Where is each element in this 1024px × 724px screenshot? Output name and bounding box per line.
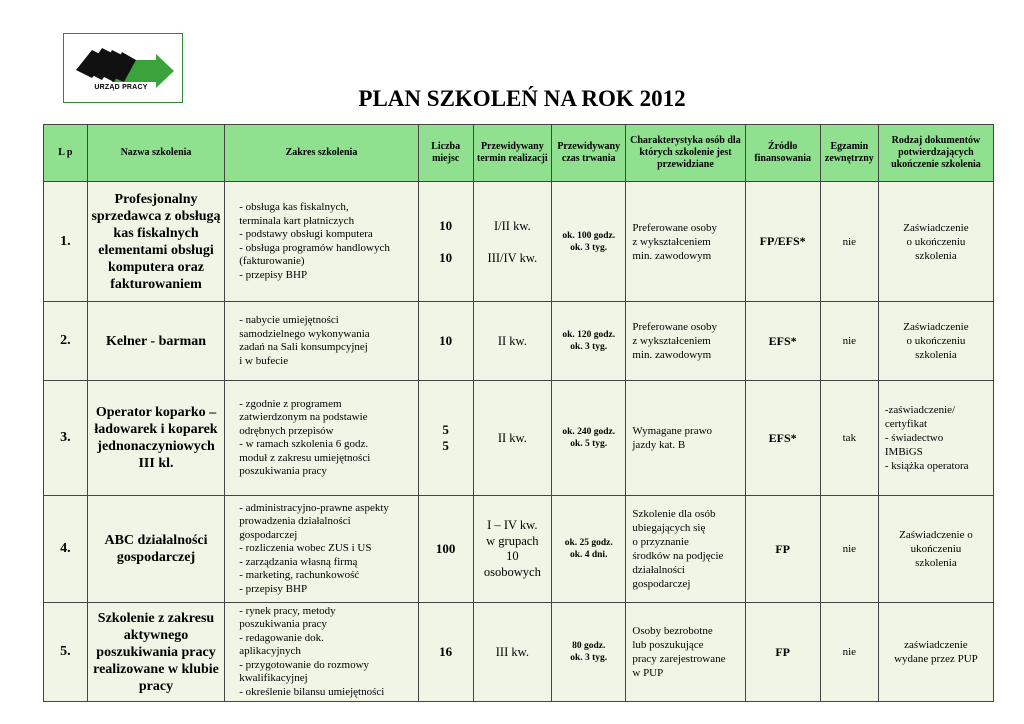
header-egzamin: Egzamin zewnętrzny xyxy=(820,125,878,182)
cell-egzamin: nie xyxy=(820,603,878,702)
cell-lp: 3. xyxy=(44,381,88,496)
cell-zrodlo: EFS* xyxy=(745,302,820,381)
cell-egzamin: tak xyxy=(820,381,878,496)
table-row xyxy=(44,302,994,381)
cell-czas: 80 godz. ok. 3 tyg. xyxy=(552,603,626,702)
cell-termin: III kw. xyxy=(473,603,551,702)
cell-zakres: - administracyjno-prawne aspekty prowadzenia działalności gospodarczej - rozliczenia wobec ZUS i US - zarządzania własną firmą - marketing, rachunkowość - przepisy BHP xyxy=(225,496,418,603)
cell-zakres: - rynek pracy, metody poszukiwania pracy - redagowanie dok. aplikacyjnych - przygotowanie do rozmowy kwalifikacyjnej - określenie bilansu umiejętności xyxy=(225,603,418,702)
cell-lp: 5. xyxy=(44,603,88,702)
cell-liczba: 5 5 xyxy=(418,381,473,496)
cell-liczba: 10 10 xyxy=(418,182,473,302)
table-row xyxy=(44,496,994,603)
cell-zrodlo: FP xyxy=(745,603,820,702)
training-plan-table xyxy=(43,124,994,702)
cell-termin: II kw. xyxy=(473,302,551,381)
cell-zrodlo: EFS* xyxy=(745,381,820,496)
cell-liczba: 10 xyxy=(418,302,473,381)
header-zakres: Zakres szkolenia xyxy=(225,125,418,182)
cell-termin: II kw. xyxy=(473,381,551,496)
header-zrodlo: Źródło finansowania xyxy=(745,125,820,182)
header-czas: Przewidywany czas trwania xyxy=(552,125,626,182)
table-header-row xyxy=(44,125,994,182)
cell-charakterystyka: Preferowane osoby z wykształceniem min. zawodowym xyxy=(626,182,745,302)
cell-lp: 4. xyxy=(44,496,88,603)
header-rodzaj: Rodzaj dokumentów potwierdzających ukończenie szkolenia xyxy=(878,125,993,182)
cell-charakterystyka: Wymagane prawo jazdy kat. B xyxy=(626,381,745,496)
cell-egzamin: nie xyxy=(820,302,878,381)
cell-liczba: 100 xyxy=(418,496,473,603)
table-row xyxy=(44,603,994,702)
header-charakterystyka: Charakterystyka osób dla których szkolenie jest przewidziane xyxy=(626,125,745,182)
cell-rodzaj: Zaświadczenie o ukończeniu szkolenia xyxy=(878,302,993,381)
cell-egzamin: nie xyxy=(820,496,878,603)
header-termin: Przewidywany termin realizacji xyxy=(473,125,551,182)
table-row xyxy=(44,381,994,496)
cell-rodzaj: Zaświadczenie o ukończeniu szkolenia xyxy=(878,182,993,302)
cell-termin: I – IV kw. w grupach 10 osobowych xyxy=(473,496,551,603)
cell-nazwa: Kelner - barman xyxy=(87,302,224,381)
cell-rodzaj: -zaświadczenie/ certyfikat - świadectwo IMBiGS - książka operatora xyxy=(878,381,993,496)
cell-czas: ok. 100 godz. ok. 3 tyg. xyxy=(552,182,626,302)
cell-lp: 1. xyxy=(44,182,88,302)
cell-egzamin: nie xyxy=(820,182,878,302)
cell-czas: ok. 120 godz. ok. 3 tyg. xyxy=(552,302,626,381)
header-nazwa: Nazwa szkolenia xyxy=(87,125,224,182)
cell-zakres: - obsługa kas fiskalnych, terminala kart płatniczych - podstawy obsługi komputera - obsługa programów handlowych (fakturowanie) - przepisy BHP xyxy=(225,182,418,302)
cell-rodzaj: Zaświadczenie o ukończeniu szkolenia xyxy=(878,496,993,603)
logo-text: URZĄD PRACY xyxy=(94,84,148,91)
cell-liczba: 16 xyxy=(418,603,473,702)
cell-zrodlo: FP/EFS* xyxy=(745,182,820,302)
cell-charakterystyka: Osoby bezrobotne lub poszukujące pracy zarejestrowane w PUP xyxy=(626,603,745,702)
header-liczba: Liczba miejsc xyxy=(418,125,473,182)
cell-lp: 2. xyxy=(44,302,88,381)
page-title: PLAN SZKOLEŃ NA ROK 2012 xyxy=(358,86,686,111)
cell-nazwa: Szkolenie z zakresu aktywnego poszukiwania pracy realizowane w klubie pracy xyxy=(87,603,224,702)
cell-zrodlo: FP xyxy=(745,496,820,603)
cell-nazwa: Profesjonalny sprzedawca z obsługą kas fiskalnych elementami obsługi komputera oraz fakturowaniem xyxy=(87,182,224,302)
cell-zakres: - nabycie umiejętności samodzielnego wykonywania zadań na Sali konsumpcyjnej i w bufecie xyxy=(225,302,418,381)
table-row xyxy=(44,182,994,302)
cell-rodzaj: zaświadczenie wydane przez PUP xyxy=(878,603,993,702)
cell-czas: ok. 25 godz. ok. 4 dni. xyxy=(552,496,626,603)
header-lp: L p xyxy=(44,125,88,182)
cell-czas: ok. 240 godz. ok. 5 tyg. xyxy=(552,381,626,496)
cell-nazwa: ABC działalności gospodarczej xyxy=(87,496,224,603)
cell-charakterystyka: Preferowane osoby z wykształceniem min. zawodowym xyxy=(626,302,745,381)
cell-termin: I/II kw. III/IV kw. xyxy=(473,182,551,302)
cell-zakres: - zgodnie z programem zatwierdzonym na podstawie odrębnych przepisów - w ramach szkolenia 6 godz. moduł z zakresu umiejętności poszukiwania pracy xyxy=(225,381,418,496)
cell-charakterystyka: Szkolenie dla osób ubiegających się o przyznanie środków na podjęcie działalności gospodarczej xyxy=(626,496,745,603)
cell-nazwa: Operator koparko – ładowarek i koparek jednonaczyniowych III kl. xyxy=(87,381,224,496)
